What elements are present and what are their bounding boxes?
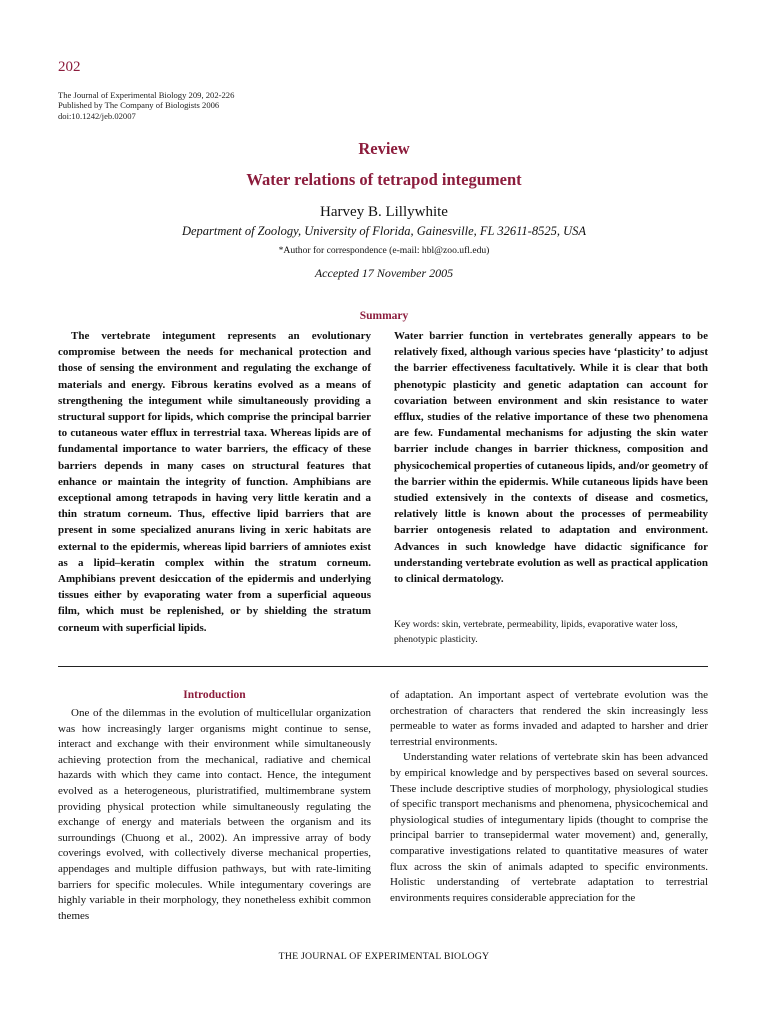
journal-footer: THE JOURNAL OF EXPERIMENTAL BIOLOGY xyxy=(278,951,490,962)
section-divider xyxy=(58,666,708,667)
summary-heading: Summary xyxy=(359,310,409,322)
journal-info xyxy=(58,90,234,121)
accepted-date: Accepted 17 November 2005 xyxy=(314,266,454,280)
introduction-heading: Introduction xyxy=(183,689,246,701)
author-name: Harvey B. Lillywhite xyxy=(320,204,448,220)
article-type-label: Review xyxy=(358,139,410,158)
body-column-right xyxy=(390,688,708,906)
correspondence-note: *Author for correspondence (e-mail: hbl@zoo.ufl.edu) xyxy=(278,245,490,256)
body-paragraph: Understanding water relations of vertebrate skin has been advanced by empirical knowledge and by perspectives based on several sources. These include descriptive studies of morphology, physiological studies of specific transport mechanisms and phenomena, physicochemical and physiological studies of integumentary lipids (thought to comprise the principal barrier to transepidermal water movement) and, generally, comparative investigations related to quantitative measures of water flux across the skin of animals adapted to specific environments. Holistic understanding of vertebrate adaptation to terrestrial environments requires considerable appreciation for the xyxy=(390,751,708,904)
article-title: Water relations of tetrapod integument xyxy=(246,170,522,189)
page-number: 202 xyxy=(58,59,81,75)
summary-text-right: Water barrier function in vertebrates generally appears to be relatively fixed, although various species have ‘plasticity’ to adjust the barrier effectiveness facultatively. While it is clear that both phenotypic plasticity and genetic adaptation can account for covariation between environment and skin resistance to water efflux, studies of the relative importance of these two phenomena are few. Fundamental mechanisms for adjusting the skin water barrier include changes in barrier thickness, composition and physicochemical properties of cutaneous lipids, and/or geometry of the barrier within the epidermis. While cutaneous lipids have been studied extensively in the contexts of disease and cosmetics, relatively little is known about the processes of permeability barrier ontogenesis related to adaptation and environment. Advances in such knowledge have didactic significance for understanding vertebrate evolution as well as practical application to clinical dermatology. xyxy=(394,330,708,586)
journal-citation: The Journal of Experimental Biology 209, 202-226 xyxy=(58,90,235,100)
publisher-line: Published by The Company of Biologists 2006 xyxy=(58,100,220,111)
keywords: Key words: skin, vertebrate, permeability, lipids, evaporative water loss, phenotypic plasticity. xyxy=(394,619,678,646)
author-affiliation: Department of Zoology, University of Florida, Gainesville, FL 32611-8525, USA xyxy=(181,224,587,238)
doi-link[interactable]: doi:10.1242/jeb.02007 xyxy=(58,110,136,121)
body-column-left xyxy=(58,706,371,924)
body-paragraph: One of the dilemmas in the evolution of multicellular organization was how increasingly larger organisms might continue to sense, interact and exchange with their environment while simultaneously achieving protection from the mechanical, radiative and chemical hazards with which they came into contact. Hence, the integument evolved as a heterogeneous, pluristratified, multimembrane system providing physical protection while simultaneously regulating the exchange of energy and materials between the organism and its surroundings (Chuong et al., 2002). An impressive array of body coverings evolved, with collectively diverse mechanical properties, appendages and multiple diffusion pathways, but with rate-limiting barriers for specific molecules. While integumentary coverings are highly variable in their morphology, they nonetheless exhibit common themes xyxy=(58,707,371,922)
body-paragraph-continued: of adaptation. An important aspect of vertebrate evolution was the orchestration of characters that rendered the skin increasingly less permeable to water as forms invaded and adapted to harsher and drier terrestrial environments. xyxy=(390,689,708,748)
summary-text-left: The vertebrate integument represents an evolutionary compromise between the needs for mechanical protection and those of sensing the environment and regulating the exchange of materials and energy. Fibrous keratins evolved as a means of strengthening the integument while simultaneously providing a structural support for lipids, which comprise the principal barrier to cutaneous water efflux in terrestrial taxa. Whereas lipids are of fundamental importance to water barriers, the efficacy of these barriers depends in many cases on structural features that enhance or maintain the integrity of function. Amphibians are exceptional among tetrapods in having very little keratin and a thin stratum corneum. Thus, effective lipid barriers that are present in some specialized anurans living in xeric habitats are external to the epidermis, whereas lipid barriers of amniotes exist as a lipid–keratin complex within the stratum corneum. Amphibians prevent desiccation of the epidermis and underlying tissues either by evaporating water from a superficial aqueous film, which must be replenished, or by shielding the stratum corneum with superficial lipids. xyxy=(58,330,371,634)
